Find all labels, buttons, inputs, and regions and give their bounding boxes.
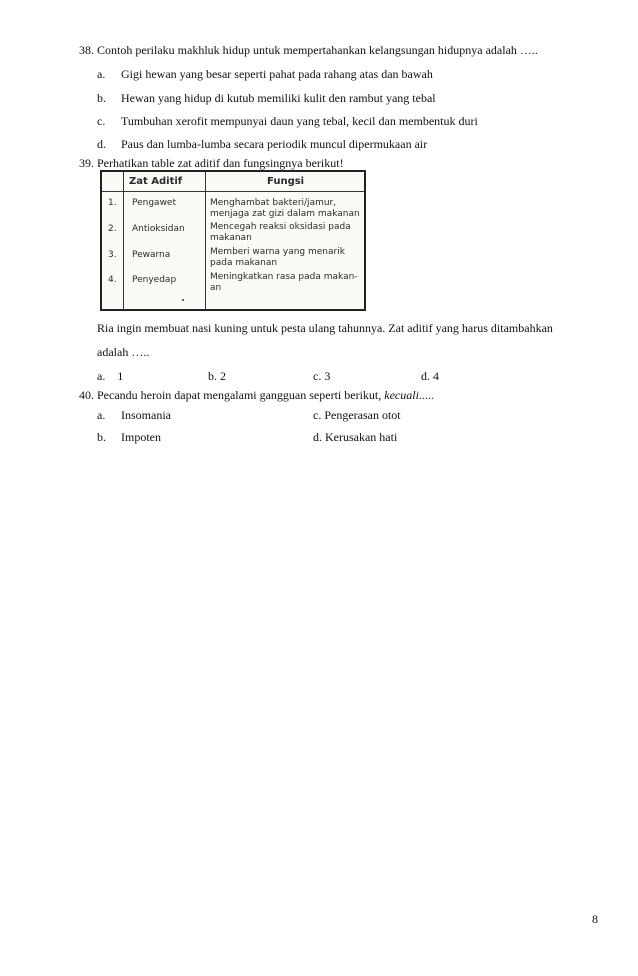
row-4-zat: Penyedap xyxy=(132,275,177,285)
row-2-fungsi-line2: makanan xyxy=(210,233,252,243)
option-text-b: Hewan yang hidup di kutub memiliki kulit den rambut yang tebal xyxy=(121,91,436,105)
page-number: 8 xyxy=(592,912,598,926)
q40-option-text-a: Insomania xyxy=(121,408,171,422)
question-38 xyxy=(79,43,538,58)
option-text: 2 xyxy=(220,369,226,383)
q40-option-letter-a: a. xyxy=(97,408,106,422)
question-text: Pecandu heroin dapat mengalami gangguan seperti berikut, xyxy=(97,388,382,402)
q39-option-d xyxy=(421,369,439,384)
option-text-a: Gigi hewan yang besar seperti pahat pada rahang atas dan bawah xyxy=(121,67,433,81)
row-1-fungsi-line2: menjaga zat gizi dalam makanan xyxy=(210,209,360,219)
option-letter: d. xyxy=(313,430,322,444)
q39-prompt-line1: Ria ingin membuat nasi kuning untuk pesta ulang tahunnya. Zat aditif yang harus ditambahkan xyxy=(97,321,553,335)
q40-option-text-b: Impoten xyxy=(121,430,161,444)
row-3-zat: Pewarna xyxy=(132,250,171,260)
q40-option-c xyxy=(313,408,401,423)
option-text: Pengerasan otot xyxy=(324,408,401,422)
question-39 xyxy=(79,156,344,171)
row-1-fungsi-line1: Menghambat bakteri/jamur, xyxy=(210,198,337,208)
q39-prompt-line2: adalah ….. xyxy=(97,345,150,359)
question-emphasis: kecuali xyxy=(384,388,419,402)
question-number: 38. xyxy=(79,43,94,57)
row-3-fungsi-line1: Memberi warna yang menarik xyxy=(210,247,345,257)
question-number: 40. xyxy=(79,388,94,402)
option-text-c: Tumbuhan xerofit mempunyai daun yang tebal, kecil dan membentuk duri xyxy=(121,114,478,128)
question-ellipsis: ..... xyxy=(418,388,434,402)
option-text: 1 xyxy=(117,369,124,383)
q39-option-a xyxy=(97,369,123,384)
option-text: Kerusakan hati xyxy=(325,430,398,444)
option-letter-a: a. xyxy=(97,67,106,81)
question-text: Perhatikan table zat aditif dan fungsingnya berikut! xyxy=(97,156,344,170)
table-header-fungsi: Fungsi xyxy=(267,176,305,187)
option-text-d: Paus dan lumba-lumba secara periodik muncul dipermukaan air xyxy=(121,137,428,151)
option-letter: b. xyxy=(208,369,217,383)
q39-option-b xyxy=(208,369,226,384)
option-letter-b: b. xyxy=(97,91,106,105)
q40-option-letter-b: b. xyxy=(97,430,106,444)
row-4-no: 4. xyxy=(108,275,117,285)
row-3-fungsi-line2: pada makanan xyxy=(210,258,278,268)
row-3-no: 3. xyxy=(108,250,117,260)
option-text: 3 xyxy=(324,369,331,383)
question-40 xyxy=(79,388,434,403)
option-letter-c: c. xyxy=(97,114,106,128)
option-letter: a. xyxy=(97,369,106,383)
table-header-zat: Zat Aditif xyxy=(129,176,183,187)
option-letter: d. xyxy=(421,369,430,383)
row-4-fungsi-line2: an xyxy=(210,283,222,293)
print-speck xyxy=(182,299,184,301)
row-1-zat: Pengawet xyxy=(132,198,177,208)
row-2-fungsi-line1: Mencegah reaksi oksidasi pada xyxy=(210,222,351,232)
option-letter: c. xyxy=(313,369,322,383)
additive-table-image xyxy=(100,170,366,311)
option-letter: c. xyxy=(313,408,322,422)
row-4-fungsi-line1: Meningkatkan rasa pada makan- xyxy=(210,272,358,282)
row-2-zat: Antioksidan xyxy=(132,224,185,234)
question-text: Contoh perilaku makhluk hidup untuk mempertahankan kelangsungan hidupnya adalah ….. xyxy=(97,43,538,57)
q40-option-d xyxy=(313,430,397,445)
row-2-no: 2. xyxy=(108,224,117,234)
question-number: 39. xyxy=(79,156,94,170)
option-text: 4 xyxy=(433,369,439,383)
option-letter-d: d. xyxy=(97,137,106,151)
row-1-no: 1. xyxy=(108,198,117,208)
q39-option-c xyxy=(313,369,330,384)
